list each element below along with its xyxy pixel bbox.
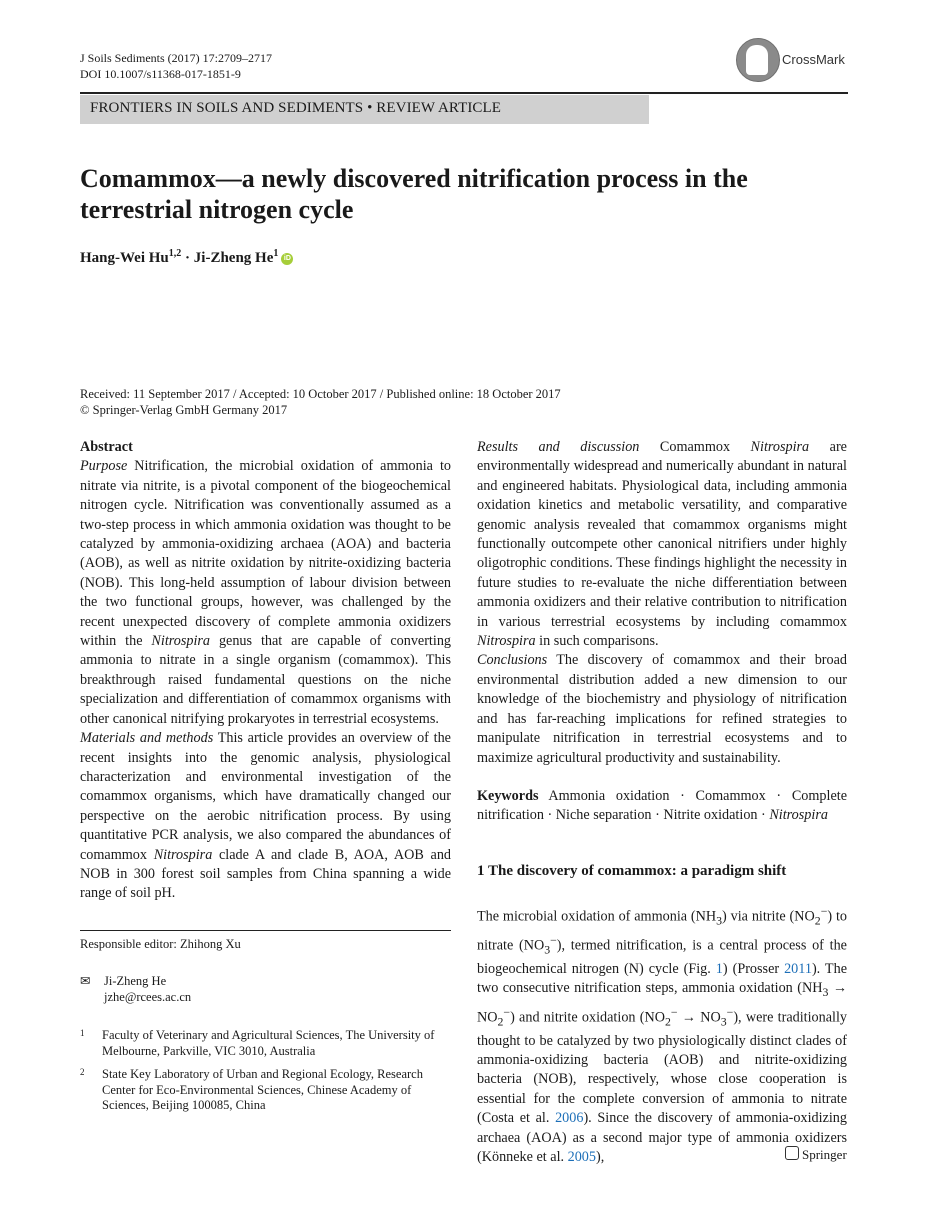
purpose-text: Nitrification, the microbial oxidation of ammonia to nitrate via nitrite, is a pivotal component of the biogeochemical nitrogen cycle. Nitrification was conventionally assumed as a two-step process in which ammonia oxidation was thought to be catalyzed by ammonia-oxidizing archaea (AOA) and bacteria (AOB), as well as nitrite oxidation by nitrite-oxidizing bacteria (NOB). This long-held assumption of labour division between the two functional groups, however, was challenged by the recent unexpected discovery of complete ammonia oxidizers within the	[80, 458, 451, 650]
crossmark-badge[interactable]	[736, 38, 856, 82]
keywords-text: Ammonia oxidation · Comammox · Complete nitrification · Niche separation · Nitrite oxidation ·	[477, 787, 847, 824]
conclusions-text: The discovery of comammox and their broad environmental distribution added a new dimension to our knowledge of the biochemistry and physiology of nitrification and has far-reaching implications for refined strategies to manipulate nitrification in terrestrial ecosystems and to maximize agricultural productivity and sustainability.	[477, 652, 847, 766]
doi[interactable]: DOI 10.1007/s11368-017-1851-9	[80, 67, 241, 81]
results-text-cont: are environmentally widespread and numerically abundant in natural and engineered habitats. Physiological data, including ammonia oxidation kinetics and metabolic versatility, and comparative genomic analysis revealed that comammox organisms might functionally outcompete other canonical nitrifiers under highly oligotrophic conditions. These findings highlight the necessity in future studies to re-evaluate the niche differentiation between ammonia oxidizers and their relative contribution to nitrification in various terrestrial ecosystems by including comammox	[477, 439, 847, 630]
genus-name: Nitrospira	[153, 846, 213, 863]
methods-label: Materials and methods	[80, 730, 214, 747]
author-list	[80, 248, 293, 267]
abstract-conclusions	[477, 651, 847, 767]
abstract-results	[477, 438, 847, 651]
article-type-banner: FRONTIERS IN SOILS AND SEDIMENTS • REVIEW ARTICLE	[80, 95, 649, 124]
header-rule	[80, 92, 848, 94]
copyright: © Springer-Verlag GmbH Germany 2017	[80, 403, 288, 417]
corresponding-author	[80, 974, 191, 1005]
purpose-label: Purpose	[80, 458, 128, 475]
author-name[interactable]: Hang-Wei Hu	[80, 250, 169, 266]
article-title: Comammox—a newly discovered nitrification process in the terrestrial nitrogen cycle	[80, 164, 748, 224]
keywords	[477, 787, 847, 826]
author-affiliation-ref: 1	[273, 248, 279, 259]
footnote-rule	[80, 930, 451, 931]
crossmark-icon	[736, 38, 780, 82]
abstract-methods	[80, 729, 451, 904]
citation-link[interactable]: 2011	[784, 961, 812, 978]
affiliation-text: State Key Laboratory of Urban and Regional Ecology, Research Center for Eco-Environmental Sciences, Chinese Academy of Sciences, Beijing 100085, China	[102, 1067, 423, 1112]
corr-name: Ji-Zheng He	[104, 974, 167, 988]
affiliation-number: 1	[80, 1028, 85, 1038]
genus-name: Nitrospira	[151, 633, 211, 650]
keyword-genus: Nitrospira	[769, 807, 828, 824]
purpose-text-cont: genus that are capable of converting ammonia to nitrate in a single organism (comammox). This breakthrough raised fundamental questions on the niche specialization and differentiation of comammox organisms with other canonical nitrifying prokaryotes in terrestrial ecosystems.	[80, 633, 452, 727]
abstract-heading: Abstract	[80, 439, 133, 455]
author-separator: ·	[181, 250, 194, 266]
responsible-editor: Responsible editor: Zhihong Xu	[80, 937, 241, 951]
abstract-purpose	[80, 457, 451, 729]
crossmark-label: CrossMark	[782, 52, 845, 67]
section-heading: 1 The discovery of comammox: a paradigm shift	[477, 862, 787, 879]
citation-link[interactable]: 2006	[555, 1110, 584, 1127]
section-body: The microbial oxidation of ammonia $(NH_3)$ via nitrite $(NO_2^-)$ to nitrate $(NO_3^-)$, termed nitrification, is a central process of the biogeochemical nitrogen (N) cycle (Fig. 1) (Prosser 2011). The two consecutive nitrification steps, ammonia oxidation $(NH_3 \to NO_2^-)$ and nitrite oxidation $(NO_2^- \to NO_3^-)$, were traditionally thought to be catalyzed by two physiologically distinct clades of ammonia-oxidizing bacteria (AOB) and nitrite-oxidizing bacteria (NOB), respectively, whose close cooperation is essential for the complete conversion of ammonia to nitrate (Costa et al. 2006). Since the discovery of ammonia-oxidizing archaea (AOA) as a second major type of ammonia oxidizers (Könneke et al. 2005),	[477, 904, 848, 1166]
envelope-icon: ✉	[80, 974, 91, 988]
publisher-name: Springer	[802, 1147, 847, 1162]
affiliation-text: Faculty of Veterinary and Agricultural Sciences, The University of Melbourne, Parkville, VIC 3010, Australia	[102, 1028, 435, 1058]
citation-link[interactable]: 2005	[567, 1149, 596, 1166]
running-header	[80, 50, 272, 82]
abstract-right-column	[477, 438, 847, 1168]
methods-text: This article provides an overview of the recent insights into the genomic analysis, physiological characterization and environmental investigation of the comammox organisms, which have dramatically changed our perspective on the aerobic nitrification process. By using quantitative PCR analysis, we also compared the abundances of comammox	[80, 730, 451, 863]
orcid-icon[interactable]: iD	[281, 253, 293, 265]
abstract-left-column	[80, 438, 451, 904]
results-label: Results and discussion	[477, 439, 640, 455]
keywords-label: Keywords	[477, 787, 539, 804]
genus-name: Nitrospira	[750, 439, 810, 455]
author-affiliation-ref: 1,2	[168, 248, 182, 259]
genus-name: Nitrospira	[477, 633, 536, 650]
affiliation-number: 2	[80, 1067, 85, 1077]
figure-link[interactable]: 1	[715, 961, 723, 978]
methods-text-cont: clade A and clade B, AOA, AOB and NOB in 300 forest soil samples from China spanning a wide range of soil pH.	[80, 846, 452, 902]
author-name[interactable]: Ji-Zheng He	[193, 250, 274, 266]
publication-dates	[80, 386, 561, 418]
affiliation-2	[80, 1067, 451, 1114]
publisher-logo	[785, 1146, 847, 1163]
springer-horse-icon	[785, 1146, 799, 1160]
conclusions-label: Conclusions	[477, 652, 548, 669]
journal-citation: J Soils Sediments (2017) 17:2709–2717	[80, 51, 273, 65]
history-dates: Received: 11 September 2017 / Accepted: 10 October 2017 / Published online: 18 October 2017	[80, 387, 561, 401]
affiliation-1	[80, 1028, 451, 1059]
results-text: Comammox	[639, 439, 751, 455]
corr-email[interactable]: jzhe@rcees.ac.cn	[104, 989, 192, 1004]
results-text-end: in such comparisons.	[535, 633, 659, 650]
